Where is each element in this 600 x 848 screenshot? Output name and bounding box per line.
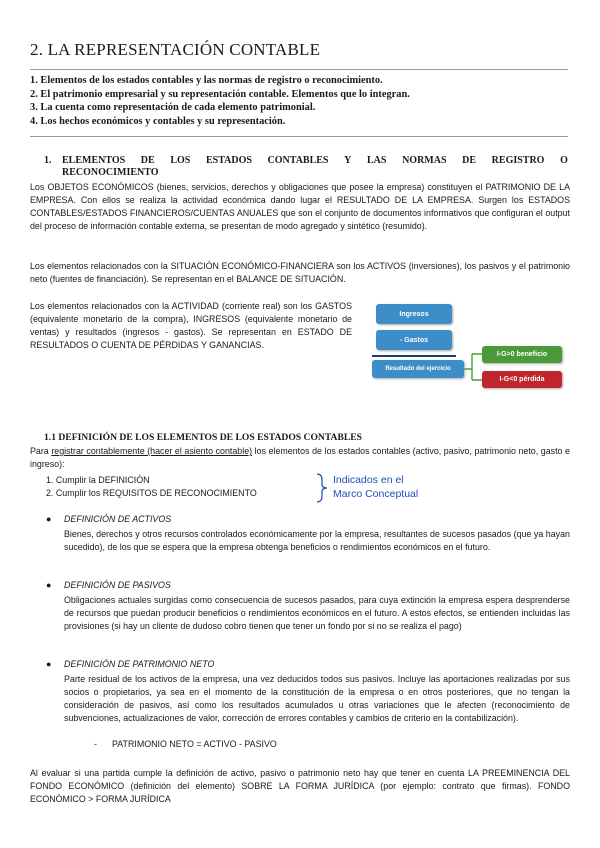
curly-brace-icon	[314, 472, 330, 504]
bullet-icon: ●	[46, 659, 52, 669]
patrimonio-neto-title: DEFINICIÓN DE PATRIMONIO NETO	[64, 659, 215, 669]
section-1-heading: 1. ELEMENTOS DE LOS ESTADOS CONTABLES Y LAS NORMAS DE REGISTRO O RECONOCIMIENTO	[44, 155, 568, 178]
paragraph-registro: Para registrar contablemente (hacer el asiento contable) los elementos de los estados contables (activo, pasivo, patrimonio neto, gasto e ingreso):	[30, 446, 570, 469]
sum-line	[372, 355, 456, 357]
bullet-icon: ●	[46, 580, 52, 590]
dash-icon: -	[94, 739, 97, 749]
activos-title: DEFINICIÓN DE ACTIVOS	[64, 514, 172, 524]
requisitos-list	[46, 474, 257, 499]
toc-item: 3. La cuenta como representación de cada elemento patrimonial.	[30, 102, 316, 114]
bullet-icon: ●	[46, 514, 52, 524]
toc-divider	[30, 136, 568, 137]
activos-body: Bienes, derechos y otros recursos controlados económicamente por la empresa, resultantes de sucesos pasados (que ya hayan sucedido), de los que se espera que la empresa obtenga beneficios o rendimientos económicos en el futuro.	[64, 529, 570, 552]
patrimonio-neto-body: Parte residual de los activos de la empresa, una vez deducidos todos sus pasivos. Incluye las aportaciones realizadas por sus socios o propietarios, ya sea en el momento de la constitución de la empresa o en otros posteriores, que no tengan la consideración de pasivos, así como los resultados acumulados u otras variaciones que le afecten (reconocimiento de subvenciones, actualizaciones de valor, corrección de errores contables y cambios de criterio en la contabilización).	[64, 674, 570, 723]
list-item: 1. Cumplir la DEFINICIÓN	[46, 475, 150, 485]
toc-item: 2. El patrimonio empresarial y su representación contable. Elementos que lo integran.	[30, 88, 410, 100]
toc-item: 1. Elementos de los estados contables y las normas de registro o reconocimiento.	[30, 75, 383, 86]
table-of-contents	[30, 74, 410, 128]
perdida-box: I-G<0 pérdida	[482, 371, 562, 388]
pasivos-title: DEFINICIÓN DE PASIVOS	[64, 580, 171, 590]
section-1-1-heading: 1.1 DEFINICIÓN DE LOS ELEMENTOS DE LOS ESTADOS CONTABLES	[44, 432, 363, 443]
list-item: 2. Cumplir los REQUISITOS DE RECONOCIMIENTO	[46, 487, 257, 498]
marco-conceptual-note: Indicados en el Marco Conceptual	[333, 474, 419, 500]
patrimonio-formula: PATRIMONIO NETO = ACTIVO - PASIVO	[112, 739, 277, 749]
beneficio-box: I-G>0 beneficio	[482, 346, 562, 363]
resultado-box: Resultado del ejercicio	[372, 360, 464, 378]
registrar-link-text: registrar contablemente (hacer el asiento contable)	[51, 446, 253, 456]
title-divider	[30, 69, 568, 70]
pasivos-body: Obligaciones actuales surgidas como consecuencia de sucesos pasados, para cuya extinción la empresa espera desprenderse de recursos que puedan producir beneficios o rendimientos económicos en el futuro. A estos efectos, se entienden incluidas las provisiones (si hay un cliente de dudoso cobro tienen que tener un fondo por si no se realiza el pago)	[64, 595, 570, 631]
paragraph-actividad: Los elementos relacionados con la ACTIVIDAD (corriente real) son los GASTOS (equivalente monetario de la compra), INGRESOS (equivalente monetario de ventas) y resultados (ingresos - gastos). Se representan en ESTADO DE RESULTADOS O CUENTA DE PÉRDIDAS Y GANANCIAS.	[30, 301, 352, 350]
paragraph-situacion-economica: Los elementos relacionados con la SITUACIÓN ECONÓMICO-FINANCIERA son los ACTIVOS (inversiones), los pasivos y el patrimonio neto (fuentes de financiación). Se representan en el BALANCE DE SITUACIÓN.	[30, 261, 570, 284]
paragraph-preeminencia: Al evaluar si una partida cumple la definición de activo, pasivo o patrimonio neto hay que tener en cuenta LA PREEMINENCIA DEL FONDO ECONÓMICO (definición del elemento) SOBRE LA FORMA JURÍDICA (por ejemplo: contrato que firmas). FONDO ECONÓMICO > FORMA JURÍDICA	[30, 768, 570, 804]
bracket-connector	[464, 345, 484, 385]
gastos-box: - Gastos	[376, 330, 452, 350]
ingresos-box: Ingresos	[376, 304, 452, 324]
paragraph-objetos-economicos: Los OBJETOS ECONÓMICOS (bienes, servicios, derechos y obligaciones que posee la empresa) constituyen el PATRIMONIO DE LA EMPRESA. Con ellos se realiza la actividad económica dando lugar el RESULTADO DE LA EMPRESA. Surgen los ESTADOS CONTABLES/ESTADOS FINANCIEROS/CUENTAS ANUALES que son el conjunto de documentos informativos que configuran el output del proceso de información contable externa, se presentan de modo agregado y sintético (resumido).	[30, 182, 570, 231]
page-title: 2. LA REPRESENTACIÓN CONTABLE	[30, 40, 321, 59]
section-number: 1.	[44, 155, 52, 166]
toc-item: 4. Los hechos económicos y contables y su representación.	[30, 115, 286, 127]
